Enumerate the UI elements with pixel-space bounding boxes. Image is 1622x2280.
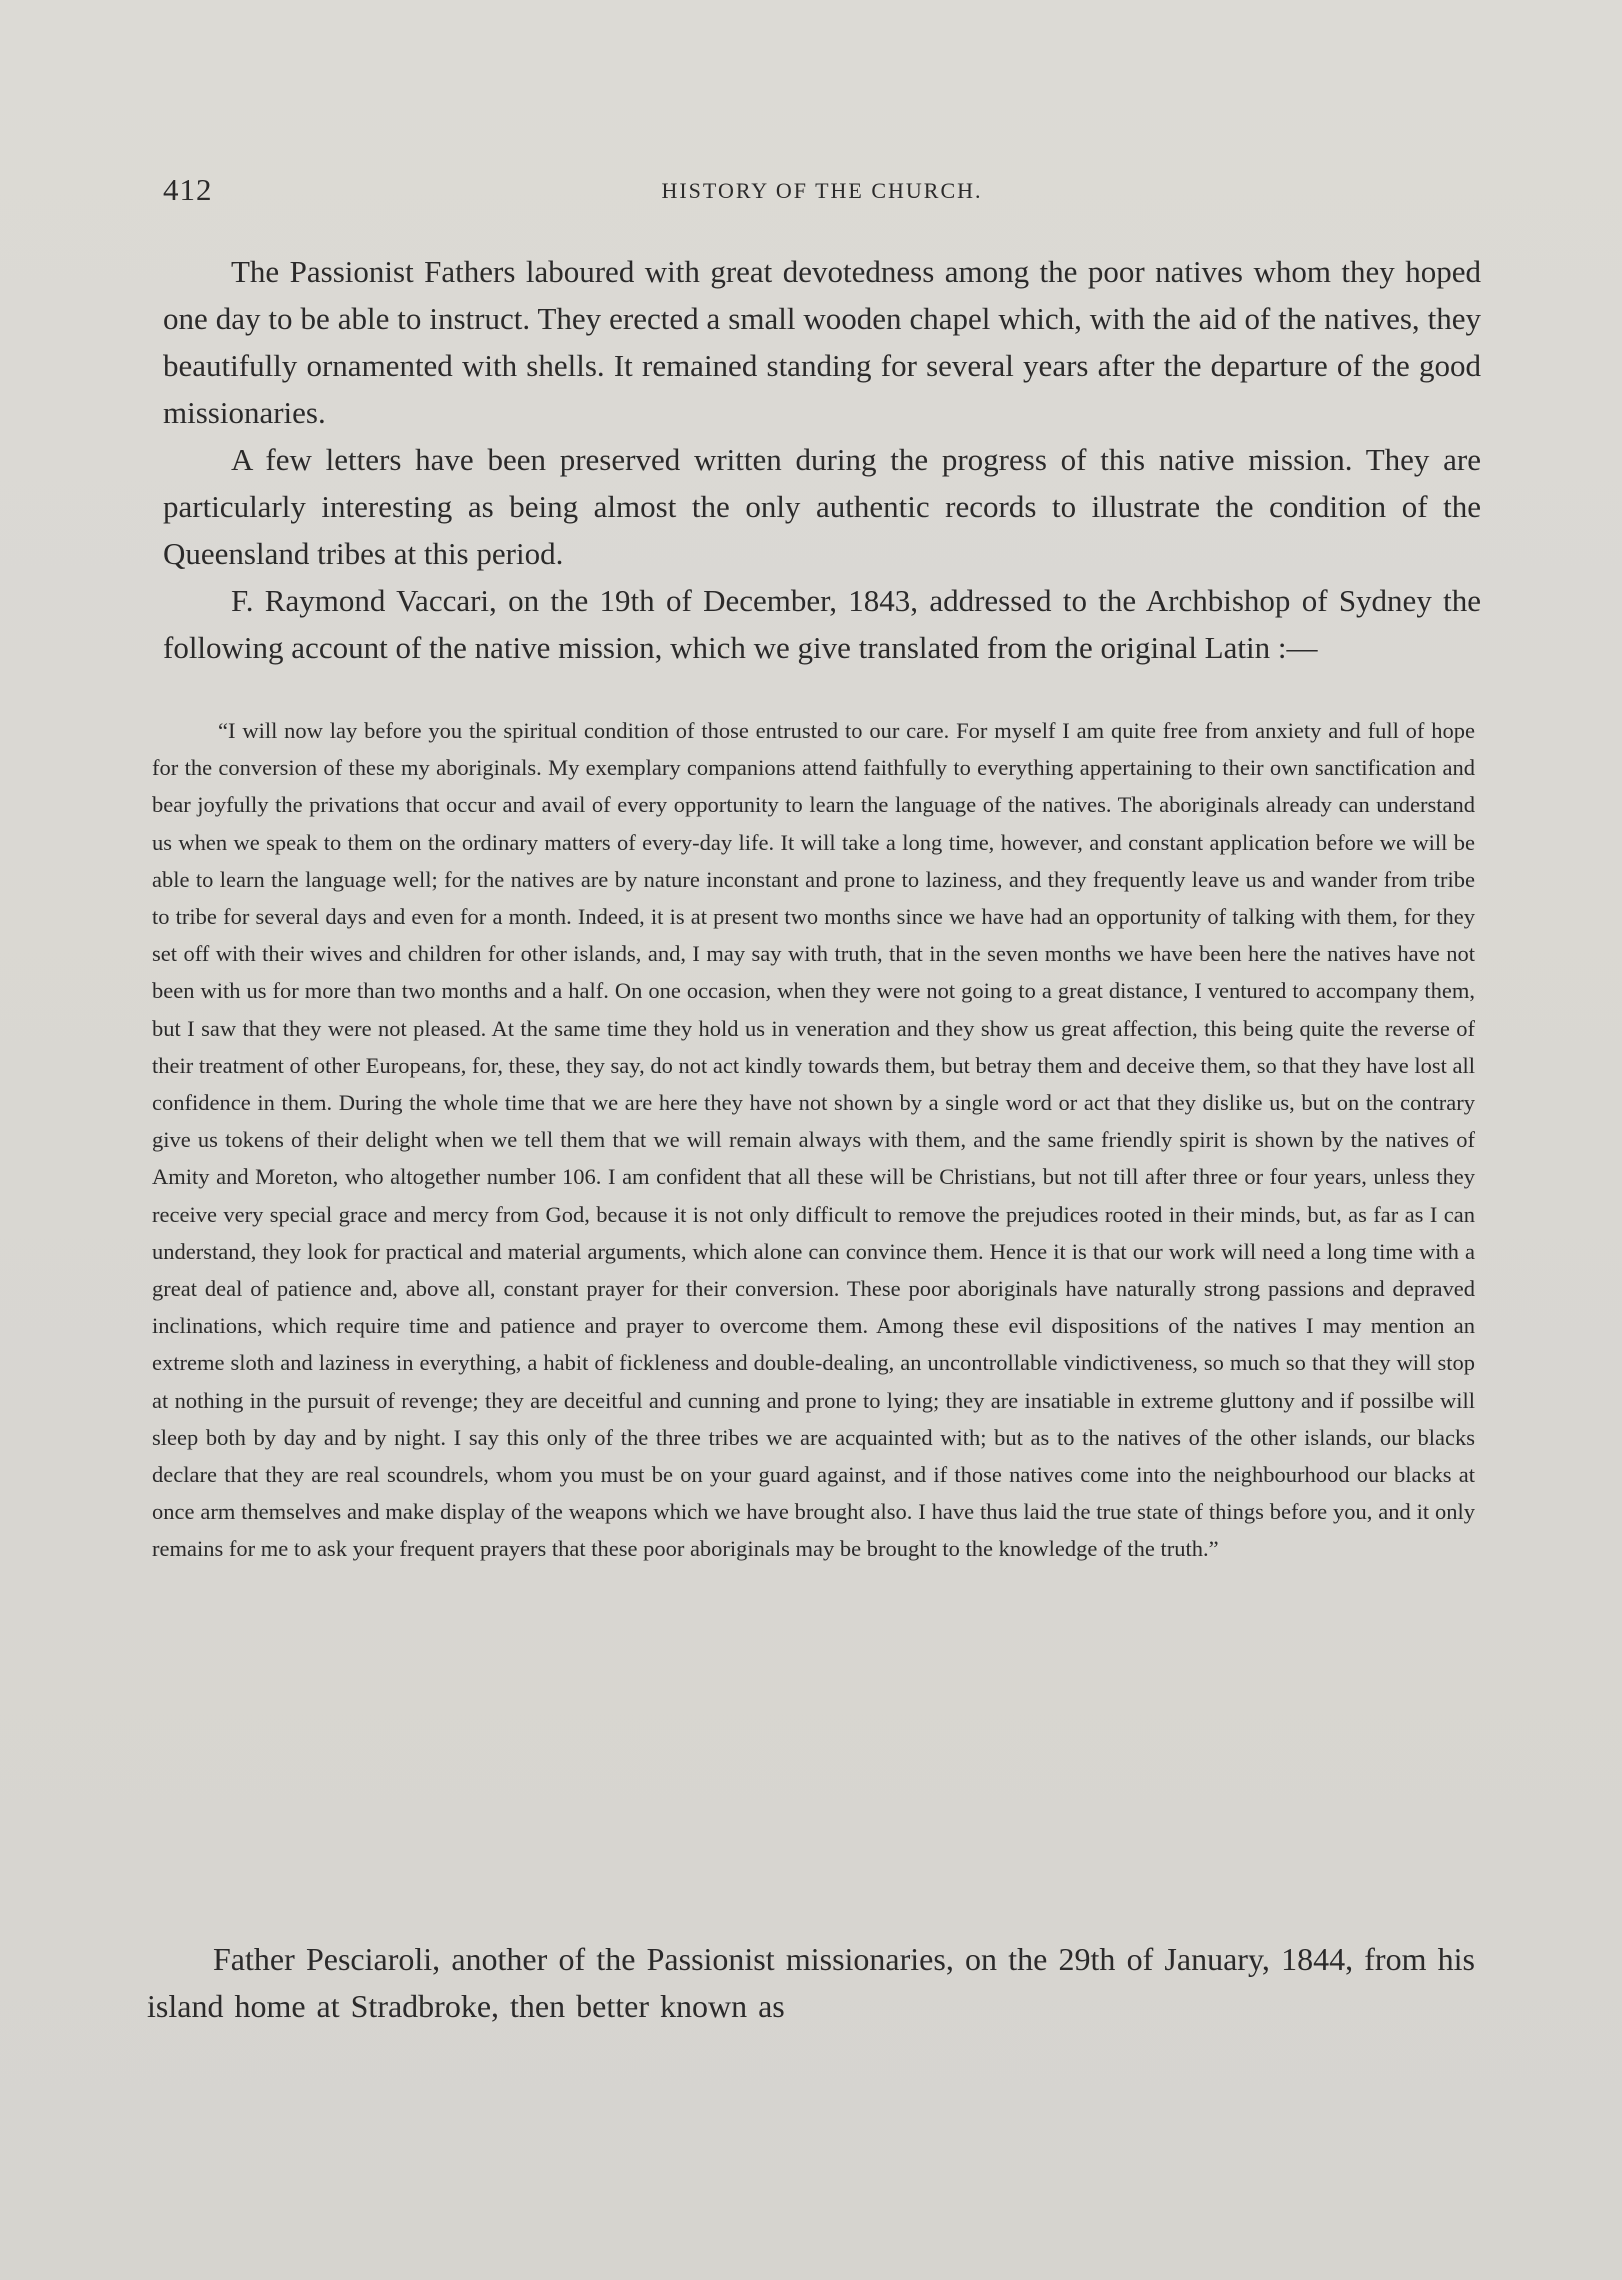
page-number: 412 [163, 172, 213, 207]
paragraph-passionist-fathers: The Passionist Fathers laboured with great devotedness among the poor natives whom they hoped one day to be able to instruct. They erected a small wooden chapel which, with the aid of the natives, they beautifully ornamented with shells. It remained standing for several years after the departure of the good missionaries. [163, 254, 1481, 430]
page-header [163, 172, 1481, 212]
quoted-letter: “I will now lay before you the spiritual condition of those entrusted to our care. For myself I am quite free from anxiety and full of hope for the conversion of these my aboriginals. My exemplary companions attend faithfully to everything appertaining to their own sanctification and bear joyfully the privations that occur and avail of every opportunity to learn the language of the natives. The aboriginals already can understand us when we speak to them on the ordinary matters of every-day life. It will take a long time, however, and constant application before we will be able to learn the language well; for the natives are by nature inconstant and prone to laziness, and they frequently leave us and wander from tribe to tribe for several days and even for a month. Indeed, it is at present two months since we have had an opportunity of talking with them, for they set off with their wives and children for other islands, and, I may say with truth, that in the seven months we have been here the natives have not been with us for more than two months and a half. On one occasion, when they were not going to a great distance, I ventured to accompany them, but I saw that they were not pleased. At the same time they hold us in veneration and they show us great affection, this being quite the reverse of their treatment of other Europeans, for, these, they say, do not act kindly towards them, but betray them and deceive them, so that they have lost all confidence in them. During the whole time that we are here they have not shown by a single word or act that they dislike us, but on the contrary give us tokens of their delight when we tell them that we will remain always with them, and the same friendly spirit is shown by the natives of Amity and Moreton, who altogether number 106. I am confident that all these will be Christians, but not till after three or four years, unless they receive very special grace and mercy from God, because it is not only difficult to remove the prejudices rooted in their minds, but, as far as I can understand, they look for practical and material arguments, which alone can convince them. Hence it is that our work will need a long time with a great deal of patience and, above all, constant prayer for their conversion. These poor aboriginals have naturally strong passions and depraved inclinations, which require time and patience and prayer to overcome them. Among these evil dispositions of the natives I may mention an extreme sloth and laziness in everything, a habit of fickleness and double-dealing, an uncontrollable vindictiveness, so much so that they will stop at nothing in the pursuit of revenge; they are deceitful and cunning and prone to lying; they are insatiable in extreme gluttony and if possilbe will sleep both by day and by night. I say this only of the three tribes we are acquainted with; but as to the natives of the other islands, our blacks declare that they are real scoundrels, whom you must be on your guard against, and if those natives come into the neighbourhood our blacks at once arm themselves and make display of the weapons which we have brought also. I have thus laid the true state of things before you, and it only remains for me to ask your frequent prayers that these poor aboriginals may be brought to the knowledge of the truth.” [152, 718, 1475, 1562]
paragraph-raymond-vaccari: F. Raymond Vaccari, on the 19th of December, 1843, addressed to the Archbishop of Sydney the following account of the native mission, which we give translated from the original Latin :— [163, 583, 1481, 665]
running-title: HISTORY OF THE CHURCH. [661, 178, 983, 203]
paragraph-father-pesciaroli: Father Pesciaroli, another of the Passionist missionaries, on the 29th of January, 1844, from his island home at Stradbroke, then better known as [147, 1941, 1475, 2024]
paragraph-letters-preserved: A few letters have been preserved written during the progress of this native mission. They are particularly interesting as being almost the only authentic records to illustrate the condition of the Queensland tribes at this period. [163, 442, 1481, 571]
main-text-block [163, 248, 1481, 671]
